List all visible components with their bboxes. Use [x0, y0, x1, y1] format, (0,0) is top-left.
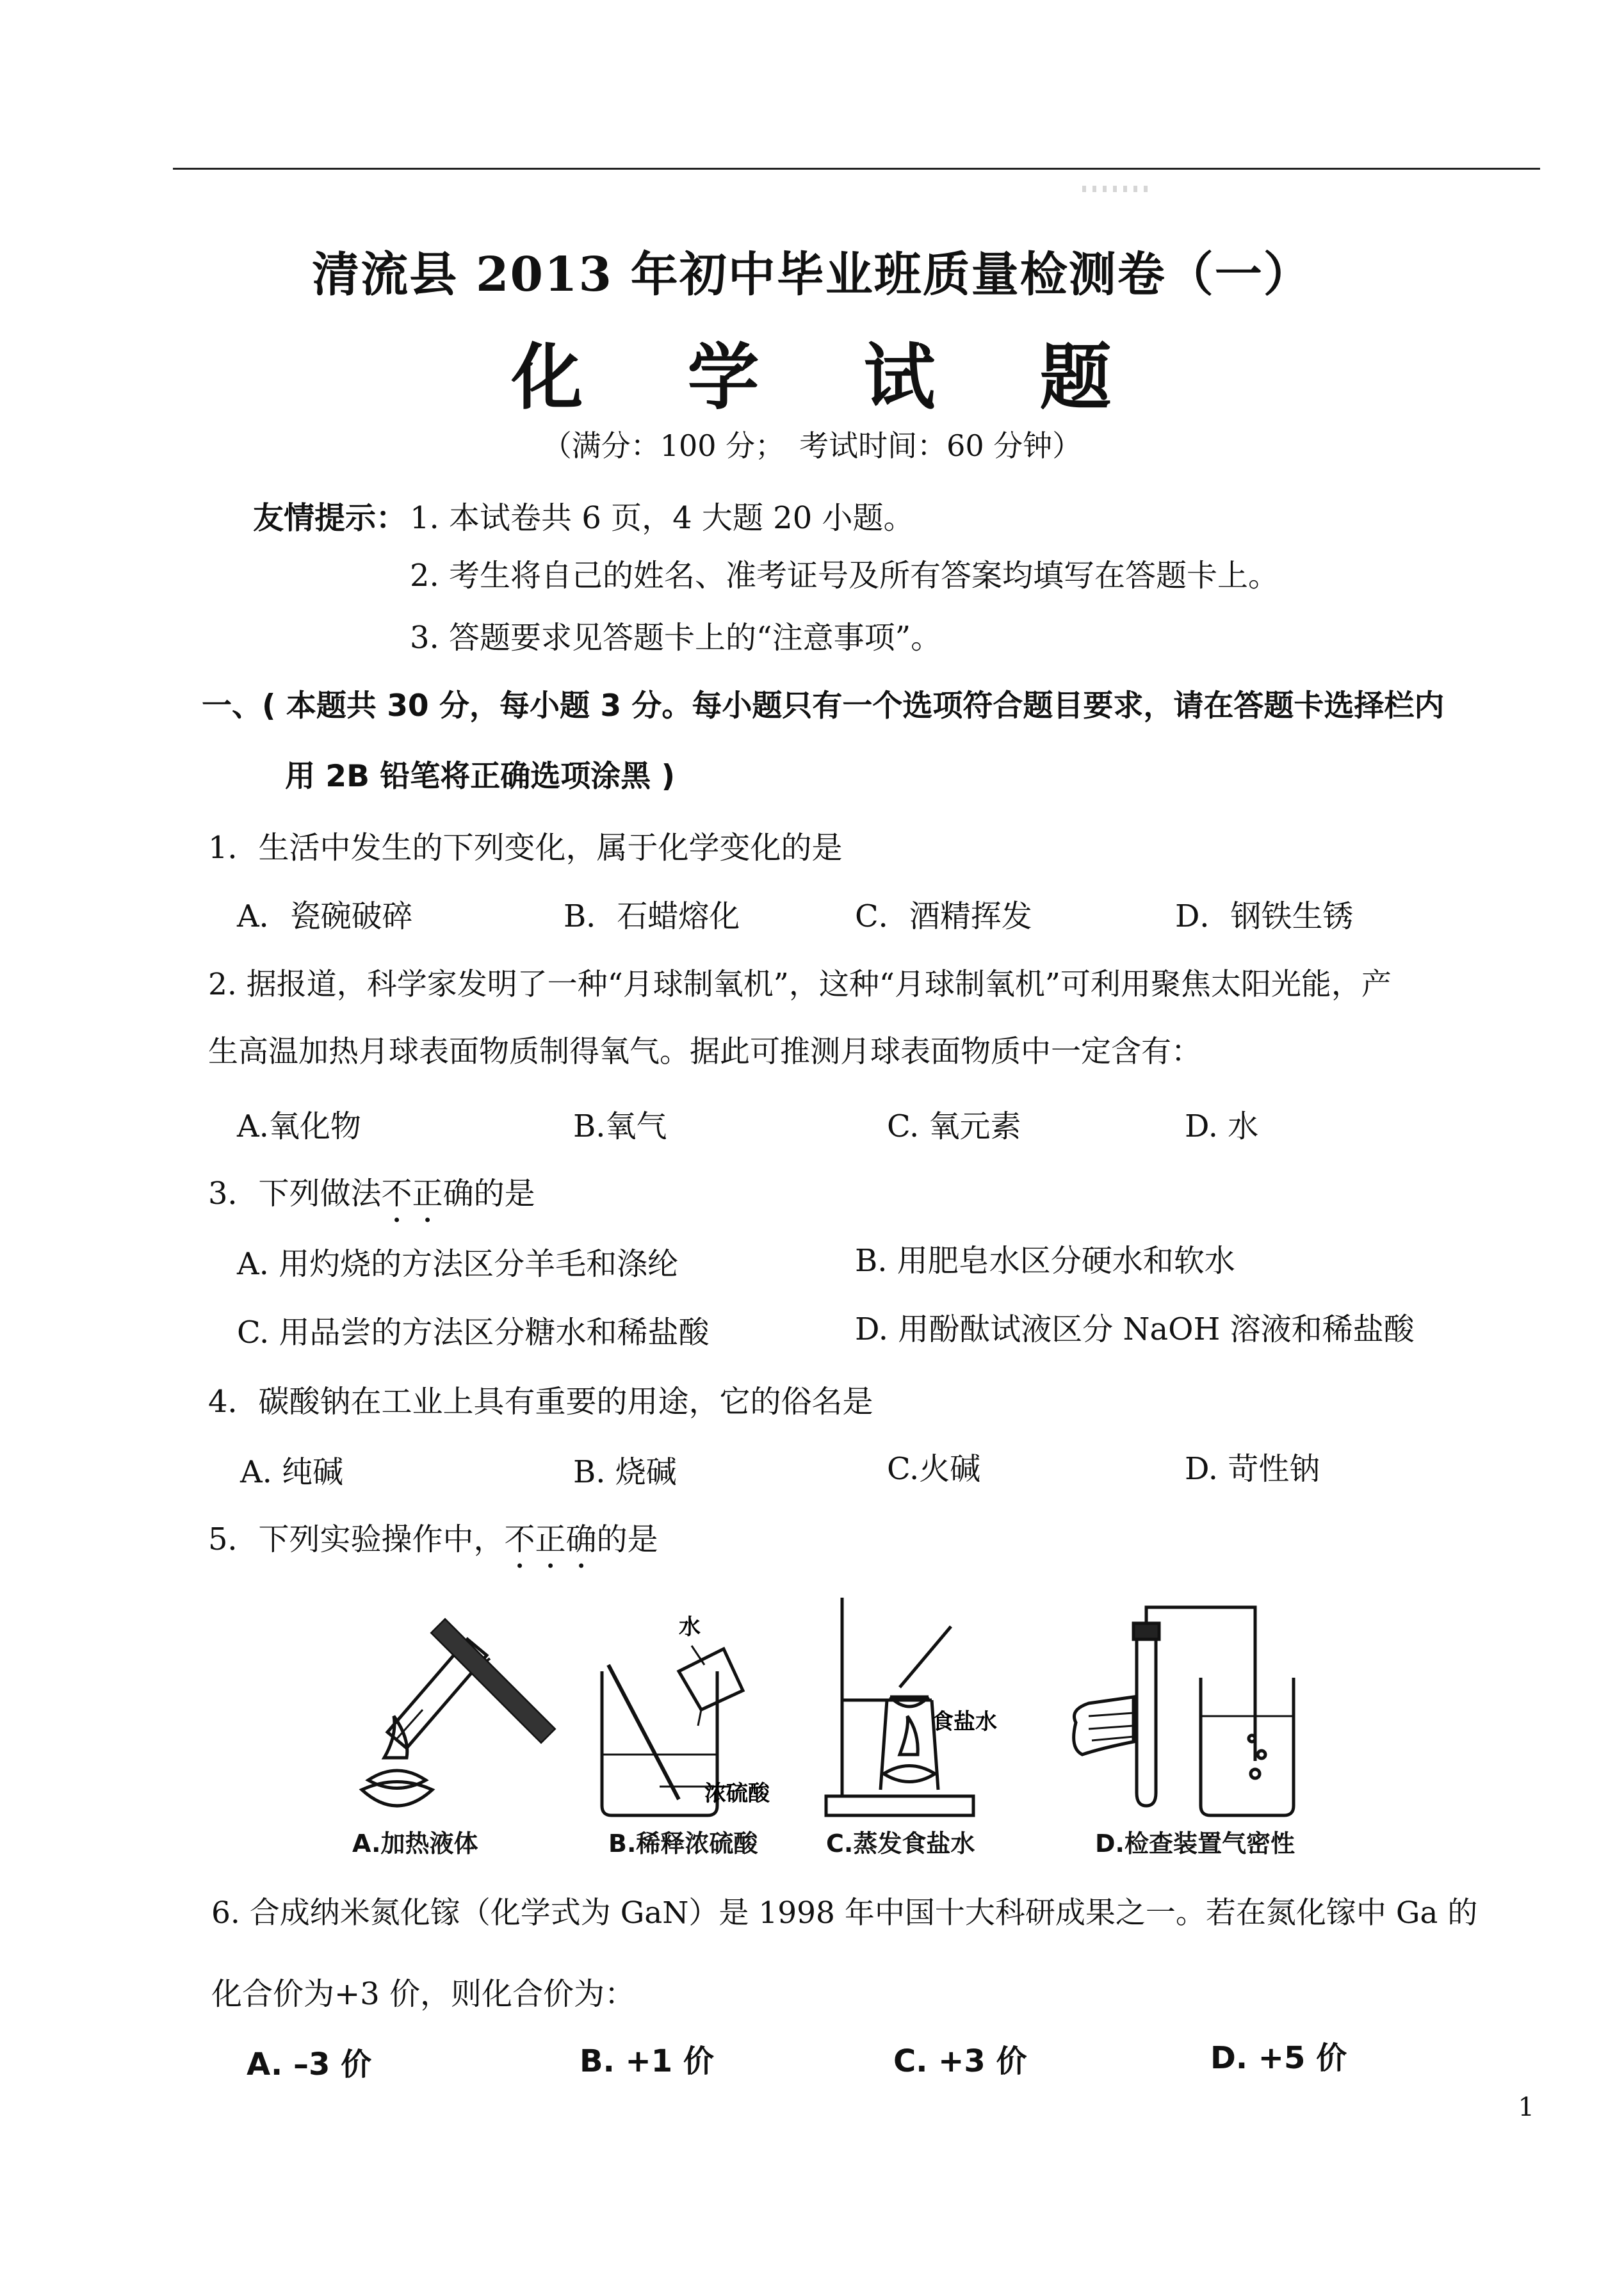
- caption-b: B.稀释浓硫酸: [608, 1829, 758, 1858]
- pouring-beaker: [679, 1649, 743, 1710]
- caption-c: C.蒸发食盐水: [826, 1829, 975, 1858]
- flame: [384, 1716, 407, 1758]
- alcohol-lamp-body: [362, 1782, 432, 1806]
- q4-option-b: B. 烧碱: [573, 1454, 677, 1490]
- q2-option-b: B.氧气: [573, 1108, 667, 1144]
- q6-stem-line1: 6. 合成纳米氮化镓（化学式为 GaN）是 1998 年中国十大科研成果之一。若在氮化镓中 Ga 的: [211, 1895, 1478, 1931]
- beaker: [602, 1671, 717, 1815]
- q3-option-c: C. 用品尝的方法区分糖水和稀盐酸: [237, 1315, 710, 1350]
- q6-option-a: A. –3 价: [247, 2047, 372, 2082]
- exam-meta: （满分：100 分； 考试时间：60 分钟）: [542, 428, 1082, 463]
- q3-emphasis: 不正: [381, 1176, 443, 1212]
- top-rule: [173, 168, 1540, 170]
- label-brine: 食盐水: [932, 1709, 997, 1735]
- q1-option-c: C．酒精挥发: [855, 898, 1032, 934]
- q5-stem: 5．下列实验操作中，不正确的是: [208, 1521, 658, 1557]
- q4-option-c: C.火碱: [887, 1451, 981, 1487]
- stopper: [1133, 1623, 1159, 1639]
- figure-c-evaporation: [823, 1578, 1053, 1831]
- q6-stem-line2: 化合价为+3 价，则化合价为：: [211, 1976, 636, 2012]
- q1-option-d: D．钢铁生锈: [1175, 898, 1354, 934]
- label-water: 水: [679, 1614, 701, 1640]
- caption-a: A.加热液体: [352, 1829, 478, 1858]
- iron-stand-base: [826, 1796, 973, 1815]
- caption-d: D.检查装置气密性: [1095, 1829, 1295, 1858]
- alcohol-lamp: [884, 1766, 935, 1782]
- flame: [900, 1716, 918, 1755]
- q2-option-d: D. 水: [1185, 1108, 1259, 1144]
- q1-stem: 1．生活中发生的下列变化，属于化学变化的是: [208, 830, 843, 866]
- q1-option-b: B．石蜡熔化: [564, 898, 740, 934]
- q4-stem: 4．碳酸钠在工业上具有重要的用途，它的俗名是: [208, 1384, 873, 1420]
- section1-instruction-line2: 用 2B 铅笔将正确选项涂黑 ): [285, 759, 676, 794]
- q5-emphasis: 不正确: [504, 1521, 597, 1557]
- figure-a-heating-liquid: [349, 1601, 580, 1831]
- subject-heading: 化 学 试 题: [511, 336, 1151, 419]
- q3-option-a: A. 用灼烧的方法区分羊毛和涤纶: [237, 1246, 679, 1282]
- q1-option-a: A．瓷碗破碎: [237, 898, 413, 934]
- scan-speckle: [1082, 186, 1153, 192]
- glass-rod: [608, 1665, 679, 1799]
- q4-option-d: D. 苛性钠: [1185, 1451, 1320, 1487]
- q2-option-c: C. 氧元素: [887, 1108, 1021, 1144]
- q2-option-a: A.氧化物: [237, 1108, 361, 1144]
- q2-stem-line2: 生高温加热月球表面物质制得氧气。据此可推测月球表面物质中一定含有：: [208, 1034, 1201, 1069]
- page-number: 1: [1518, 2093, 1534, 2122]
- tip-item-2: 2. 考生将自己的姓名、准考证号及所有答案均填写在答题卡上。: [410, 558, 1279, 594]
- q3-option-d: D. 用酚酞试液区分 NaOH 溶液和稀盐酸: [855, 1311, 1415, 1347]
- tip-item-1: 1. 本试卷共 6 页，4 大题 20 小题。: [410, 500, 914, 536]
- tips-label: 友情提示：: [253, 500, 407, 536]
- section1-instruction-line1: 一、( 本题共 30 分，每小题 3 分。每小题只有一个选项符合题目要求，请在答题卡选择栏内: [202, 688, 1445, 724]
- q3-stem: 3．下列做法不正确的是: [208, 1176, 535, 1212]
- q6-option-b: B. +1 价: [580, 2043, 714, 2079]
- label-conc-acid: 浓硫酸: [704, 1781, 770, 1806]
- q3-option-b: B. 用肥皂水区分硬水和软水: [855, 1243, 1235, 1279]
- q4-option-a: A. 纯碱: [240, 1454, 344, 1490]
- exam-title: 清流县 2013 年初中毕业班质量检测卷（一）: [312, 247, 1312, 302]
- test-tube: [1137, 1633, 1156, 1806]
- stirring-rod: [900, 1626, 951, 1687]
- q2-stem-line1: 2. 据报道，科学家发明了一种“月球制氧机”，这种“月球制氧机”可利用聚焦太阳光能，产: [208, 967, 1392, 1002]
- tip-item-3: 3. 答题要求见答题卡上的“注意事项”。: [410, 620, 942, 656]
- figure-b-diluting-acid: [589, 1594, 781, 1831]
- q6-option-d: D. +5 价: [1210, 2040, 1347, 2076]
- figure-d-airtightness: [1063, 1594, 1300, 1831]
- q6-option-c: C. +3 价: [893, 2043, 1027, 2079]
- beaker: [1201, 1678, 1294, 1815]
